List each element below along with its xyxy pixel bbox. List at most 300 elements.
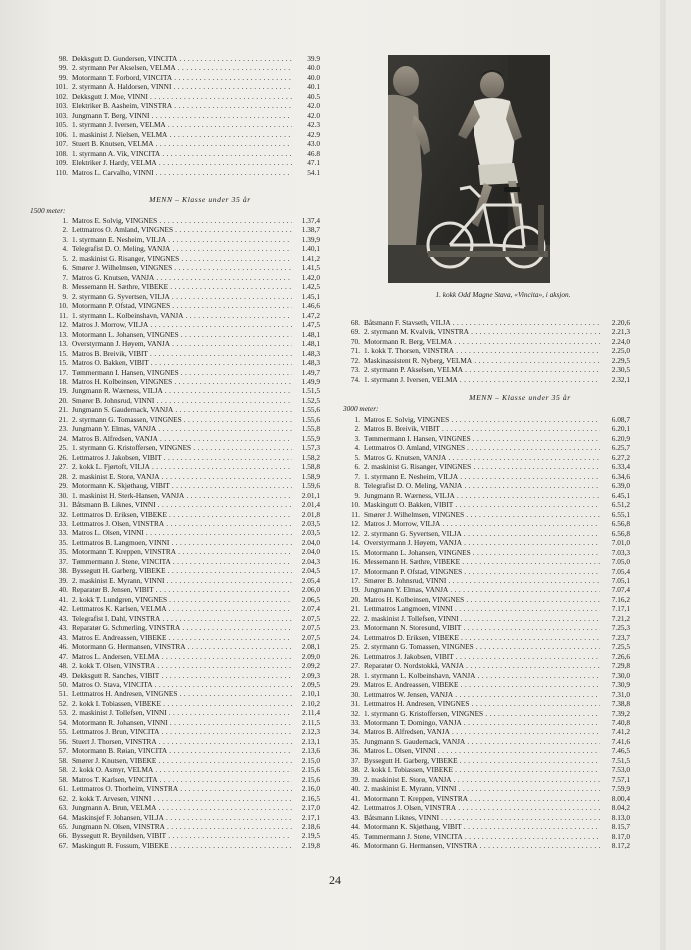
result-time: 1.41,2 — [301, 253, 320, 263]
result-time: 1.51,5 — [301, 386, 320, 396]
result-name: Matros L. Andersen, VELMA . . . — [72, 652, 292, 661]
result-row — [343, 557, 630, 566]
result-name: Matros O. Bakken, VIBIT . . . — [72, 358, 292, 367]
result-rank: 31. — [350, 699, 360, 709]
result-rank: 33. — [350, 718, 360, 727]
result-time: 42.3 — [307, 120, 320, 130]
result-row — [50, 386, 320, 395]
result-row — [50, 168, 320, 177]
result-name: Byssegutt R. Brynildsen, VIBIT . . . — [72, 831, 292, 840]
result-rank: 38. — [58, 566, 68, 576]
result-rank: 16. — [350, 557, 360, 567]
result-time: 2.09,5 — [301, 679, 320, 689]
result-name: Smører J. Wilhelmsen, VINGNES . . . — [72, 263, 292, 272]
result-time: 2.24,0 — [611, 336, 630, 346]
result-rank: 11. — [351, 509, 360, 519]
result-name: 2. maskinist E. Myrann, VINNI . . . — [72, 576, 292, 585]
result-row — [50, 254, 320, 263]
photo-caption: 1. kokk Odd Magne Stava, «Vincita», i aksjon. — [435, 290, 571, 299]
result-name: 2. kokk I. Tobiassen, VIBEKE . . . — [72, 699, 292, 708]
result-rank: 12. — [58, 320, 68, 330]
result-time: 7.57,1 — [611, 774, 630, 784]
result-time: 2.06,0 — [301, 585, 320, 595]
result-name: Motormann T. Domingo, VANJA . . . — [364, 718, 600, 727]
result-row — [50, 349, 320, 358]
result-name: Smører B. Johnsrud, VINNI . . . — [72, 396, 292, 405]
result-rank: 23. — [58, 424, 68, 434]
result-name: 1. kokk T. Thorsen, VINSTRA . . . — [364, 346, 600, 355]
result-rank: 26. — [350, 651, 360, 661]
result-row — [50, 813, 320, 822]
result-rank: 62. — [58, 793, 68, 803]
result-name: Overstyrmann J. Høyem, VANJA . . . — [72, 339, 292, 348]
result-rank: 33. — [58, 519, 68, 528]
result-name: Matros L. Olsen, VINNI . . . — [364, 746, 600, 755]
result-rank: 28. — [350, 670, 360, 680]
result-name: 2. maskinist G. Risanger, VINGNES . . . — [72, 254, 292, 263]
result-rank: 17. — [350, 566, 360, 576]
result-rank: 50. — [58, 679, 68, 689]
result-row — [343, 756, 630, 765]
result-rank: 14. — [350, 538, 360, 548]
result-rank: 37. — [350, 755, 360, 765]
result-row — [50, 63, 320, 72]
result-row — [343, 680, 630, 689]
result-rank: 21. — [58, 405, 68, 415]
result-row — [50, 756, 320, 765]
result-time: 2.18,6 — [301, 822, 320, 831]
result-row — [343, 633, 630, 642]
result-rank: 45. — [350, 831, 360, 841]
result-row — [50, 443, 320, 452]
result-row — [343, 453, 630, 462]
result-rank: 103. — [55, 110, 68, 120]
result-name: Dekksgutt J. Moe, VINNI . . . — [72, 92, 292, 101]
result-rank: 8. — [354, 481, 360, 491]
result-time: 7.31,0 — [611, 689, 630, 699]
result-row — [343, 727, 630, 736]
result-rank: 7. — [62, 272, 68, 282]
result-row — [50, 130, 320, 139]
result-name: Jungmann Y. Elmas, VANJA . . . — [364, 585, 600, 594]
result-row — [50, 765, 320, 774]
result-row — [50, 528, 320, 537]
result-time: 2.21,3 — [611, 327, 630, 337]
results-list-1500-continued — [343, 318, 630, 384]
result-row — [50, 576, 320, 585]
result-rank: 4. — [62, 244, 68, 254]
result-row — [50, 661, 320, 670]
result-time: 8.13,0 — [611, 812, 630, 822]
result-rank: 30. — [350, 689, 360, 699]
result-time: 6.56,8 — [611, 519, 630, 529]
result-row — [343, 548, 630, 557]
result-time: 2.13,6 — [301, 746, 320, 756]
result-rank: 44. — [350, 822, 360, 832]
result-time: 1.38,7 — [301, 225, 320, 235]
result-time: 7.26,6 — [611, 651, 630, 661]
result-name: 1. styrmann E. Nesheim, VILJA . . . — [364, 472, 600, 481]
result-name: Overstyrmann J. Høyem, VANJA . . . — [364, 538, 600, 547]
result-time: 2.09,2 — [301, 661, 320, 671]
result-row — [343, 529, 630, 538]
result-rank: 32. — [58, 509, 68, 519]
result-row — [50, 557, 320, 566]
result-row — [50, 396, 320, 405]
result-rank: 47. — [58, 651, 68, 661]
result-name: Maskinsjef F. Johansen, VILJA . . . — [72, 813, 292, 822]
result-name: Matros E. Solvig, VINGNES . . . — [72, 216, 292, 225]
result-name: Tømmermann J. Stene, VINCITA . . . — [72, 557, 292, 566]
result-name: Lettmatros H. Andresen, VINGNES . . . — [72, 689, 292, 698]
result-rank: 46. — [350, 841, 360, 851]
result-row — [50, 292, 320, 301]
result-time: 2.04,0 — [301, 547, 320, 557]
result-name: 1. styrmann G. Kristoffersen, VINGNES . . . — [364, 709, 600, 718]
result-rank: 19. — [58, 386, 68, 396]
result-time: 40.5 — [307, 91, 320, 101]
result-rank: 53. — [58, 708, 68, 718]
result-name: 2. maskinist G. Risanger, VINGNES . . . — [364, 462, 600, 471]
result-row — [343, 481, 630, 490]
result-rank: 43. — [58, 632, 68, 642]
result-time: 2.16,0 — [301, 784, 320, 794]
result-row — [343, 538, 630, 547]
result-rank: 69. — [350, 327, 360, 337]
result-rank: 107. — [55, 139, 68, 149]
result-row — [50, 54, 320, 63]
result-time: 2.11,4 — [302, 708, 320, 718]
result-row — [50, 73, 320, 82]
result-time: 1.48,3 — [301, 358, 320, 368]
result-rank: 70. — [350, 336, 360, 346]
result-name: Motormann P. Ofstad, VINGNES . . . — [72, 301, 292, 310]
result-row — [343, 746, 630, 755]
result-row — [343, 375, 630, 384]
result-time: 2.03,5 — [301, 519, 320, 528]
result-time: 1.55,8 — [301, 424, 320, 434]
result-row — [343, 462, 630, 471]
result-row — [50, 434, 320, 443]
result-row — [343, 510, 630, 519]
result-row — [343, 337, 630, 346]
result-row — [50, 462, 320, 471]
result-row — [50, 82, 320, 91]
result-row — [343, 614, 630, 623]
result-time: 2.01,1 — [301, 490, 320, 500]
result-name: Dekksgutt R. Sanches, VIBIT . . . — [72, 671, 292, 680]
result-time: 2.01,4 — [301, 500, 320, 510]
result-rank: 3. — [62, 234, 68, 244]
result-time: 7.01,0 — [611, 538, 630, 548]
result-row — [50, 101, 320, 110]
result-name: 2. kokk T. Arvesen, VINNI . . . — [72, 794, 292, 803]
result-time: 7.59,9 — [611, 784, 630, 794]
result-name: Maskingutt R. Fossum, VIBEKE . . . — [72, 841, 292, 850]
result-name: Matros H. Kolbeinsen, VINGNES . . . — [72, 377, 292, 386]
result-rank: 58. — [58, 755, 68, 765]
result-time: 7.16,2 — [611, 594, 630, 604]
result-name: 2. maskinist E. Myrann, VINNI . . . — [364, 784, 600, 793]
result-rank: 33. — [58, 528, 68, 538]
result-rank: 105. — [55, 120, 68, 130]
result-name: 2. styrmann G. Tomassen, VINGNES . . . — [72, 415, 292, 424]
result-rank: 21. — [350, 604, 360, 614]
result-name: 2. styrmann G. Syvertsen, VILJA . . . — [72, 292, 292, 301]
result-row — [50, 803, 320, 812]
result-time: 39.9 — [307, 54, 320, 63]
result-time: 54.1 — [307, 167, 320, 177]
result-row — [343, 491, 630, 500]
result-row — [343, 595, 630, 604]
result-rank: 4. — [354, 443, 360, 453]
result-rank: 103. — [55, 101, 68, 111]
result-name: 1. styrmann E. Nesheim, VILJA . . . — [72, 235, 292, 244]
result-rank: 23. — [350, 623, 360, 633]
result-name: Matros L. Olsen, VINNI . . . — [72, 528, 292, 537]
result-time: 7.46,5 — [611, 746, 630, 756]
result-name: 2. styrmann G. Syvertsen, VILJA . . . — [364, 529, 600, 538]
distance-label-1500: 1500 meter: — [30, 206, 66, 215]
result-rank: 30. — [58, 490, 68, 500]
result-time: 1.48,1 — [301, 329, 320, 339]
result-row — [343, 803, 630, 812]
result-time: 46.8 — [307, 148, 320, 158]
result-row — [343, 443, 630, 452]
result-name: Elektriker J. Hardy, VELMA . . . — [72, 158, 292, 167]
result-name: Matros B. Breivik, VIBIT . . . — [72, 349, 292, 358]
result-rank: 35. — [58, 547, 68, 557]
result-name: Matros G. Knutsen, VANJA . . . — [364, 453, 600, 462]
result-time: 6.25,7 — [611, 443, 630, 453]
result-time: 7.53,0 — [611, 765, 630, 775]
result-time: 7.39,2 — [611, 708, 630, 718]
result-rank: 106. — [55, 129, 68, 139]
result-time: 7.21,2 — [611, 613, 630, 623]
result-time: 2.25,0 — [611, 346, 630, 356]
result-row — [343, 775, 630, 784]
result-rank: 9. — [354, 490, 360, 500]
result-row — [50, 604, 320, 613]
result-name: Telegrafist D. O. Meling, VANJA . . . — [364, 481, 600, 490]
result-time: 7.05,0 — [611, 557, 630, 567]
result-time: 7.30,9 — [611, 680, 630, 690]
result-time: 2.32,1 — [611, 374, 630, 384]
result-name: Matros G. Knutsen, VANJA . . . — [72, 273, 292, 282]
result-row — [50, 614, 320, 623]
result-time: 1.47,5 — [301, 320, 320, 330]
result-row — [50, 794, 320, 803]
result-name: Matros E. Solvig, VINGNES . . . — [364, 415, 600, 424]
result-row — [50, 330, 320, 339]
result-time: 2.10,2 — [301, 698, 320, 708]
result-name: Motormann B. Røian, VINCITA . . . — [72, 746, 292, 755]
result-name: Lettmatros B. Langmoen, VINNI . . . — [72, 538, 292, 547]
result-name: Lettmatros W. Jensen, VANJA . . . — [364, 690, 600, 699]
result-rank: 110. — [55, 167, 68, 177]
result-rank: 13. — [58, 329, 68, 339]
result-rank: 48. — [58, 661, 68, 671]
result-row — [343, 500, 630, 509]
result-row — [50, 519, 320, 528]
result-rank: 68. — [350, 318, 360, 327]
result-name: Jungmann S. Gaudernack, VANJA . . . — [72, 405, 292, 414]
result-row — [343, 690, 630, 699]
result-name: Matros J. Morrow, VILJA . . . — [72, 320, 292, 329]
result-row — [50, 377, 320, 386]
result-rank: 57. — [58, 746, 68, 756]
result-rank: 35. — [350, 736, 360, 746]
result-name: Motormann T. Forbord, VINCITA . . . — [72, 73, 292, 82]
result-name: Jungmann N. Olsen, VINSTRA . . . — [72, 822, 292, 831]
result-row — [343, 699, 630, 708]
result-time: 1.52,5 — [301, 395, 320, 405]
result-time: 1.57,3 — [301, 443, 320, 453]
result-row — [50, 652, 320, 661]
result-time: 42.0 — [307, 101, 320, 111]
result-rank: 6. — [354, 462, 360, 472]
result-name: Smører J. Knutsen, VIBEKE . . . — [72, 756, 292, 765]
result-name: 1. styrmann G. Kristoffersen, VINGNES . . . — [72, 443, 292, 452]
result-time: 47.1 — [307, 158, 320, 168]
result-row — [50, 737, 320, 746]
result-row — [343, 318, 630, 327]
result-rank: 74. — [350, 374, 360, 384]
result-time: 6.27,2 — [611, 452, 630, 462]
result-rank: 11. — [59, 310, 68, 320]
result-row — [50, 708, 320, 717]
result-row — [343, 709, 630, 718]
result-rank: 64. — [58, 812, 68, 822]
result-time: 2.15,0 — [301, 755, 320, 765]
result-time: 7.30,0 — [611, 670, 630, 680]
result-rank: 66. — [58, 831, 68, 841]
result-name: Motormann T. Kreppen, VINSTRA . . . — [72, 547, 292, 556]
result-row — [343, 424, 630, 433]
result-row — [50, 595, 320, 604]
result-name: Lettmatros J. Olsen, VINSTRA . . . — [364, 803, 600, 812]
result-rank: 27. — [350, 661, 360, 671]
result-name: Smører J. Wilhelmsen, VINGNES . . . — [364, 510, 600, 519]
results-list-1500 — [50, 216, 320, 850]
result-row — [50, 510, 320, 519]
result-name: Maskinassistent R. Nyberg, VELMA . . . — [364, 356, 600, 365]
result-time: 2.01,8 — [301, 509, 320, 519]
result-rank: 6. — [62, 263, 68, 273]
result-name: Lettmatros J. Olsen, VINSTRA . . . — [72, 519, 292, 528]
result-time: 2.16,5 — [301, 793, 320, 803]
result-rank: 3. — [354, 433, 360, 443]
result-rank: 9. — [62, 291, 68, 301]
result-rank: 20. — [58, 395, 68, 405]
result-row — [343, 623, 630, 632]
result-row — [50, 775, 320, 784]
result-name: Elektriker B. Aasheim, VINSTRA . . . — [72, 101, 292, 110]
result-time: 7.03,3 — [611, 547, 630, 557]
result-rank: 7. — [354, 471, 360, 481]
result-row — [343, 472, 630, 481]
result-rank: 42. — [58, 604, 68, 614]
result-name: Telegrafist D. O. Meling, VANJA . . . — [72, 244, 292, 253]
result-row — [50, 120, 320, 129]
result-rank: 12. — [350, 519, 360, 529]
result-rank: 58. — [58, 765, 68, 775]
result-name: Stuert B. Knutsen, VELMA . . . — [72, 139, 292, 148]
result-name: Smører B. Johnsrud, VINNI . . . — [364, 576, 600, 585]
result-time: 2.17,1 — [301, 812, 320, 822]
result-rank: 17. — [350, 575, 360, 585]
result-row — [343, 567, 630, 576]
result-rank: 19. — [350, 585, 360, 595]
result-name: Lettmatros Langmoen, VINNI . . . — [364, 604, 600, 613]
result-row — [50, 358, 320, 367]
result-rank: 61. — [58, 784, 68, 794]
result-name: 1. styrmann A. Vik, VINCITA . . . — [72, 149, 292, 158]
result-time: 7.41,6 — [611, 736, 630, 746]
result-name: 2. kokk T. Lundgren, VINGNES . . . — [72, 595, 292, 604]
result-time: 1.41,5 — [301, 263, 320, 273]
result-name: Tømmermann I. Hansen, VINGNES . . . — [364, 434, 600, 443]
result-time: 7.25,5 — [611, 642, 630, 652]
result-rank: 99. — [58, 63, 68, 73]
result-rank: 38. — [350, 765, 360, 775]
result-time: 7.05,1 — [611, 575, 630, 585]
result-time: 7.23,7 — [611, 632, 630, 642]
result-rank: 65. — [58, 822, 68, 831]
result-time: 2.04,3 — [301, 556, 320, 566]
result-time: 2.07,5 — [301, 613, 320, 623]
result-row — [50, 500, 320, 509]
result-rank: 98. — [58, 54, 68, 63]
result-name: Matros E. Andreassen, VIBEKE . . . — [364, 680, 600, 689]
result-rank: 1. — [62, 216, 68, 225]
result-time: 1.39,9 — [301, 234, 320, 244]
result-row — [343, 356, 630, 365]
result-time: 1.49,7 — [301, 367, 320, 377]
result-time: 8.15,7 — [611, 822, 630, 832]
result-rank: 10. — [58, 301, 68, 311]
result-name: Lettmatros O. Amland, VINGNES . . . — [364, 443, 600, 452]
result-rank: 71. — [350, 346, 360, 356]
result-name: Reparatør O. Nordstokkå, VANJA . . . — [364, 661, 600, 670]
result-time: 40.0 — [307, 63, 320, 73]
result-row — [343, 327, 630, 336]
result-row — [50, 481, 320, 490]
result-time: 1.55,6 — [301, 414, 320, 424]
result-time: 42.0 — [307, 110, 320, 120]
result-rank: 31. — [58, 500, 68, 510]
result-name: 2. kokk L. Fjørtoft, VILJA . . . — [72, 462, 292, 471]
result-time: 2.05,4 — [301, 575, 320, 585]
result-time: 2.19,8 — [301, 840, 320, 850]
result-rank: 54. — [58, 717, 68, 727]
result-name: 2. maskinist J. Tollefsen, VINNI . . . — [72, 708, 292, 717]
result-name: Motormann L. Johansen, VINGNES . . . — [364, 548, 600, 557]
result-name: 2. maskinist E. Storø, VANJA . . . — [72, 472, 292, 481]
result-row — [50, 841, 320, 850]
result-rank: 36. — [350, 746, 360, 756]
result-time: 1.45,1 — [301, 291, 320, 301]
result-name: 1. styrmann L. Kolbeinshavn, VANJA . . . — [364, 671, 600, 680]
result-row — [50, 566, 320, 575]
result-name: Motormann R. Berg, VELMA . . . — [364, 337, 600, 346]
result-name: Byssegutt H. Garberg, VIBEKE . . . — [364, 756, 600, 765]
result-name: Motormann K. Skjøthaug, VIBIT . . . — [364, 822, 600, 831]
result-time: 2.06,5 — [301, 594, 320, 604]
result-time: 2.19,5 — [301, 831, 320, 841]
result-time: 7.40,8 — [611, 718, 630, 727]
result-rank: 34. — [350, 727, 360, 737]
